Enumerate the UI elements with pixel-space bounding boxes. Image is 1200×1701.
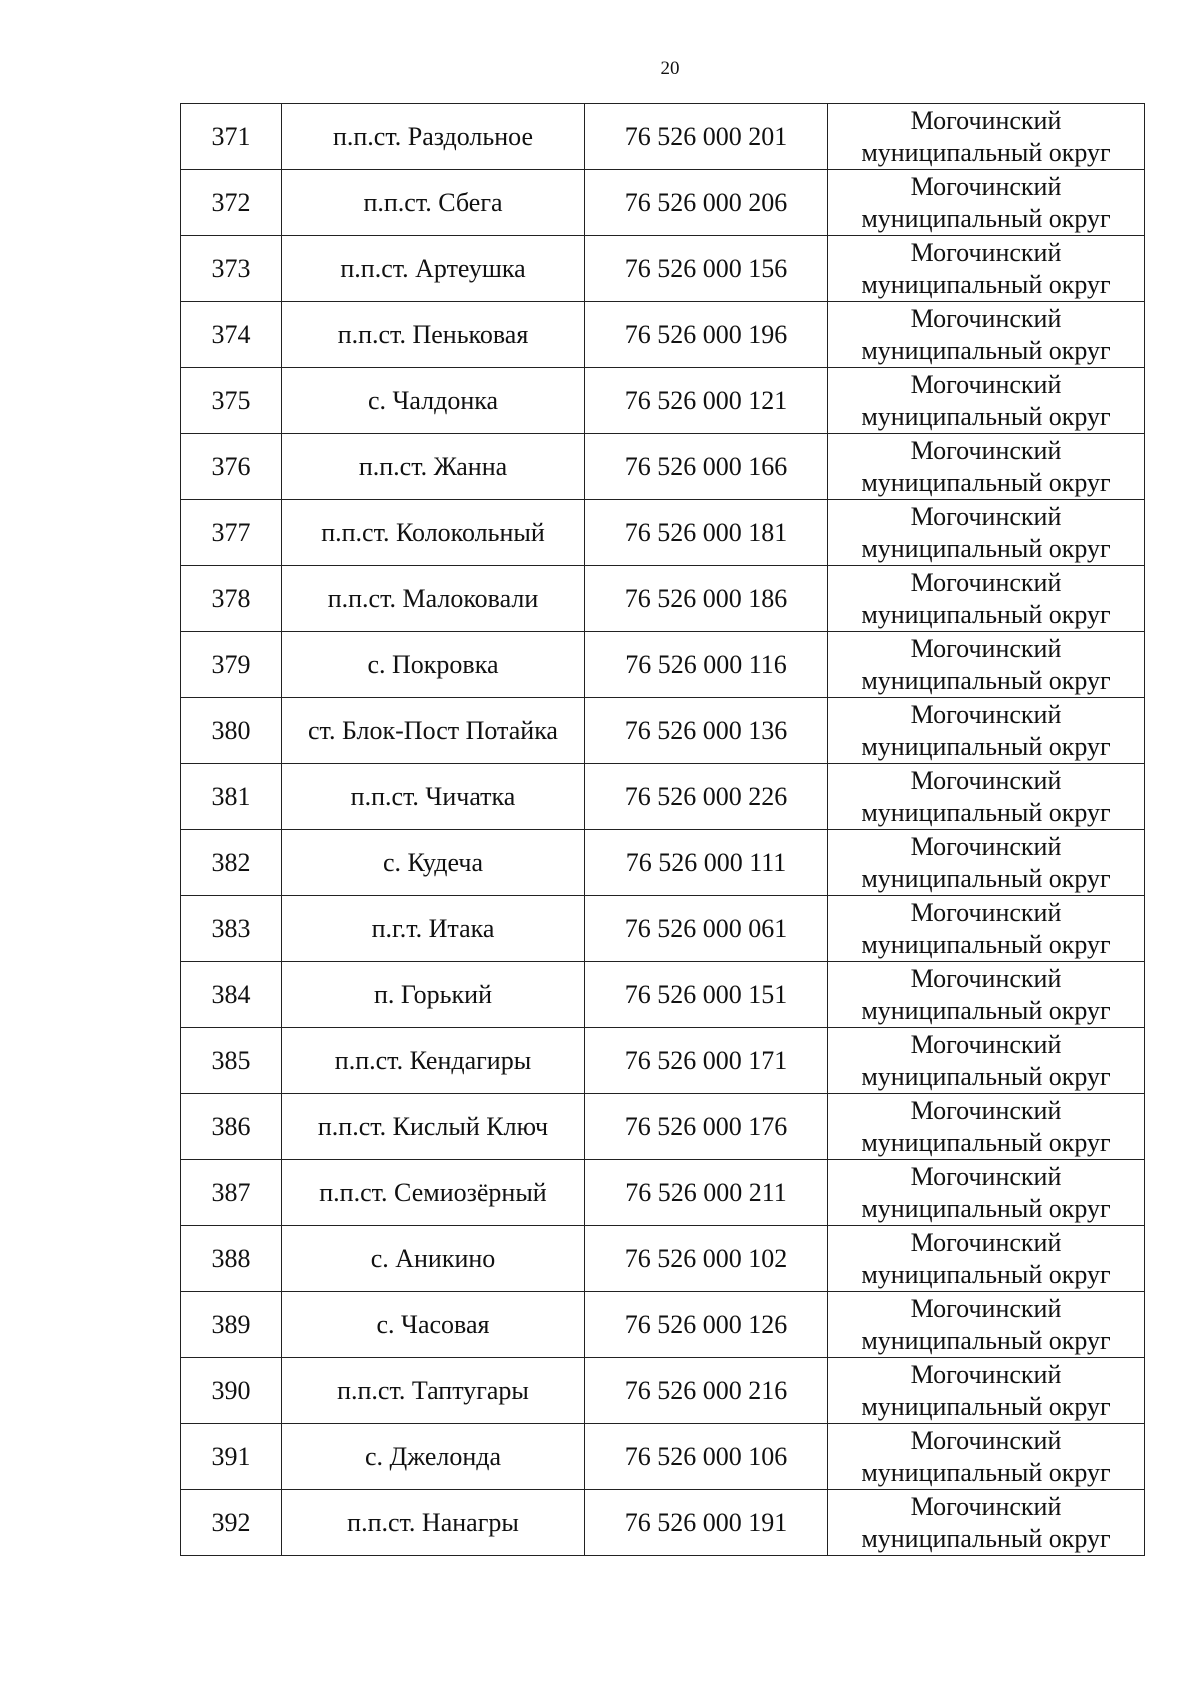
district-cell (828, 698, 1145, 764)
oktmo-code: 76 526 000 171 (585, 1028, 828, 1094)
district-type: муниципальный округ (861, 1193, 1111, 1223)
row-number: 386 (181, 1094, 282, 1160)
settlement-name: п.п.ст. Кислый Ключ (282, 1094, 585, 1160)
oktmo-code: 76 526 000 216 (585, 1358, 828, 1424)
district-name: Могочинский (910, 1029, 1062, 1059)
row-number: 373 (181, 236, 282, 302)
district-type: муниципальный округ (861, 1127, 1111, 1157)
settlement-name: п.п.ст. Сбега (282, 170, 585, 236)
district-name: Могочинский (910, 1161, 1062, 1191)
settlement-name: п.п.ст. Малоковали (282, 566, 585, 632)
district-type: муниципальный округ (861, 863, 1111, 893)
row-number: 379 (181, 632, 282, 698)
table-row (181, 764, 1145, 830)
district-cell (828, 566, 1145, 632)
district-type: муниципальный округ (861, 929, 1111, 959)
district-name: Могочинский (910, 1425, 1062, 1455)
district-type: муниципальный округ (861, 995, 1111, 1025)
oktmo-code: 76 526 000 211 (585, 1160, 828, 1226)
district-cell (828, 236, 1145, 302)
district-cell (828, 500, 1145, 566)
settlement-name: с. Покровка (282, 632, 585, 698)
district-cell (828, 1226, 1145, 1292)
district-type: муниципальный округ (861, 599, 1111, 629)
table-row (181, 104, 1145, 170)
district-type: муниципальный округ (861, 1325, 1111, 1355)
row-number: 374 (181, 302, 282, 368)
district-cell (828, 104, 1145, 170)
oktmo-code: 76 526 000 136 (585, 698, 828, 764)
district-name: Могочинский (910, 369, 1062, 399)
district-cell (828, 896, 1145, 962)
settlement-name: с. Часовая (282, 1292, 585, 1358)
district-cell (828, 1160, 1145, 1226)
settlement-name: п.п.ст. Кендагиры (282, 1028, 585, 1094)
row-number: 390 (181, 1358, 282, 1424)
settlement-name: п.п.ст. Раздольное (282, 104, 585, 170)
district-type: муниципальный округ (861, 467, 1111, 497)
table-row (181, 962, 1145, 1028)
district-name: Могочинский (910, 633, 1062, 663)
district-type: муниципальный округ (861, 1523, 1111, 1553)
district-name: Могочинский (910, 897, 1062, 927)
table-row (181, 1160, 1145, 1226)
district-type: муниципальный округ (861, 1391, 1111, 1421)
table-row (181, 500, 1145, 566)
table-row (181, 698, 1145, 764)
settlement-name: с. Чалдонка (282, 368, 585, 434)
district-type: муниципальный округ (861, 203, 1111, 233)
table-row (181, 566, 1145, 632)
district-name: Могочинский (910, 1227, 1062, 1257)
table-row (181, 1292, 1145, 1358)
district-cell (828, 1028, 1145, 1094)
district-type: муниципальный округ (861, 1457, 1111, 1487)
district-type: муниципальный округ (861, 797, 1111, 827)
settlement-name: с. Кудеча (282, 830, 585, 896)
row-number: 389 (181, 1292, 282, 1358)
district-cell (828, 764, 1145, 830)
district-type: муниципальный округ (861, 665, 1111, 695)
table-row (181, 896, 1145, 962)
district-type: муниципальный округ (861, 401, 1111, 431)
district-name: Могочинский (910, 237, 1062, 267)
settlement-name: ст. Блок-Пост Потайка (282, 698, 585, 764)
oktmo-code: 76 526 000 176 (585, 1094, 828, 1160)
settlement-name: п. Горький (282, 962, 585, 1028)
settlement-name: с. Аникино (282, 1226, 585, 1292)
district-name: Могочинский (910, 831, 1062, 861)
row-number: 383 (181, 896, 282, 962)
district-type: муниципальный округ (861, 335, 1111, 365)
oktmo-code: 76 526 000 196 (585, 302, 828, 368)
oktmo-code: 76 526 000 226 (585, 764, 828, 830)
row-number: 376 (181, 434, 282, 500)
settlements-table-container (180, 103, 1140, 1556)
district-name: Могочинский (910, 963, 1062, 993)
district-type: муниципальный округ (861, 731, 1111, 761)
district-name: Могочинский (910, 105, 1062, 135)
district-name: Могочинский (910, 699, 1062, 729)
row-number: 377 (181, 500, 282, 566)
district-type: муниципальный округ (861, 533, 1111, 563)
table-row (181, 1094, 1145, 1160)
district-cell (828, 434, 1145, 500)
oktmo-code: 76 526 000 201 (585, 104, 828, 170)
table-row (181, 1028, 1145, 1094)
district-name: Могочинский (910, 567, 1062, 597)
row-number: 372 (181, 170, 282, 236)
oktmo-code: 76 526 000 126 (585, 1292, 828, 1358)
table-row (181, 170, 1145, 236)
district-name: Могочинский (910, 435, 1062, 465)
oktmo-code: 76 526 000 206 (585, 170, 828, 236)
settlement-name: п.п.ст. Колокольный (282, 500, 585, 566)
settlement-name: с. Джелонда (282, 1424, 585, 1490)
row-number: 381 (181, 764, 282, 830)
row-number: 371 (181, 104, 282, 170)
row-number: 385 (181, 1028, 282, 1094)
district-type: муниципальный округ (861, 137, 1111, 167)
table-row (181, 830, 1145, 896)
oktmo-code: 76 526 000 106 (585, 1424, 828, 1490)
table-row (181, 236, 1145, 302)
district-cell (828, 1094, 1145, 1160)
oktmo-code: 76 526 000 166 (585, 434, 828, 500)
row-number: 378 (181, 566, 282, 632)
table-row (181, 368, 1145, 434)
oktmo-code: 76 526 000 186 (585, 566, 828, 632)
row-number: 384 (181, 962, 282, 1028)
oktmo-code: 76 526 000 156 (585, 236, 828, 302)
oktmo-code: 76 526 000 151 (585, 962, 828, 1028)
settlement-name: п.п.ст. Чичатка (282, 764, 585, 830)
district-name: Могочинский (910, 303, 1062, 333)
district-name: Могочинский (910, 1491, 1062, 1521)
row-number: 388 (181, 1226, 282, 1292)
district-cell (828, 632, 1145, 698)
district-type: муниципальный округ (861, 1061, 1111, 1091)
settlements-table (180, 103, 1145, 1556)
settlement-name: п.г.т. Итака (282, 896, 585, 962)
district-name: Могочинский (910, 1359, 1062, 1389)
oktmo-code: 76 526 000 061 (585, 896, 828, 962)
row-number: 387 (181, 1160, 282, 1226)
row-number: 380 (181, 698, 282, 764)
district-type: муниципальный округ (861, 269, 1111, 299)
row-number: 375 (181, 368, 282, 434)
table-row (181, 1424, 1145, 1490)
district-cell (828, 830, 1145, 896)
row-number: 392 (181, 1490, 282, 1556)
settlement-name: п.п.ст. Жанна (282, 434, 585, 500)
district-cell (828, 1358, 1145, 1424)
oktmo-code: 76 526 000 116 (585, 632, 828, 698)
settlement-name: п.п.ст. Пеньковая (282, 302, 585, 368)
table-body (181, 104, 1145, 1556)
district-cell (828, 1292, 1145, 1358)
settlement-name: п.п.ст. Артеушка (282, 236, 585, 302)
table-row (181, 1358, 1145, 1424)
district-cell (828, 170, 1145, 236)
oktmo-code: 76 526 000 102 (585, 1226, 828, 1292)
table-row (181, 632, 1145, 698)
page-number: 20 (660, 58, 680, 79)
district-cell (828, 1490, 1145, 1556)
district-name: Могочинский (910, 501, 1062, 531)
table-row (181, 1490, 1145, 1556)
settlement-name: п.п.ст. Таптугары (282, 1358, 585, 1424)
district-cell (828, 368, 1145, 434)
district-name: Могочинский (910, 765, 1062, 795)
oktmo-code: 76 526 000 121 (585, 368, 828, 434)
oktmo-code: 76 526 000 181 (585, 500, 828, 566)
table-row (181, 434, 1145, 500)
table-row (181, 302, 1145, 368)
district-name: Могочинский (910, 1293, 1062, 1323)
settlement-name: п.п.ст. Нанагры (282, 1490, 585, 1556)
settlement-name: п.п.ст. Семиозёрный (282, 1160, 585, 1226)
district-type: муниципальный округ (861, 1259, 1111, 1289)
row-number: 391 (181, 1424, 282, 1490)
district-name: Могочинский (910, 171, 1062, 201)
row-number: 382 (181, 830, 282, 896)
oktmo-code: 76 526 000 111 (585, 830, 828, 896)
oktmo-code: 76 526 000 191 (585, 1490, 828, 1556)
district-name: Могочинский (910, 1095, 1062, 1125)
table-row (181, 1226, 1145, 1292)
district-cell (828, 302, 1145, 368)
district-cell (828, 1424, 1145, 1490)
district-cell (828, 962, 1145, 1028)
